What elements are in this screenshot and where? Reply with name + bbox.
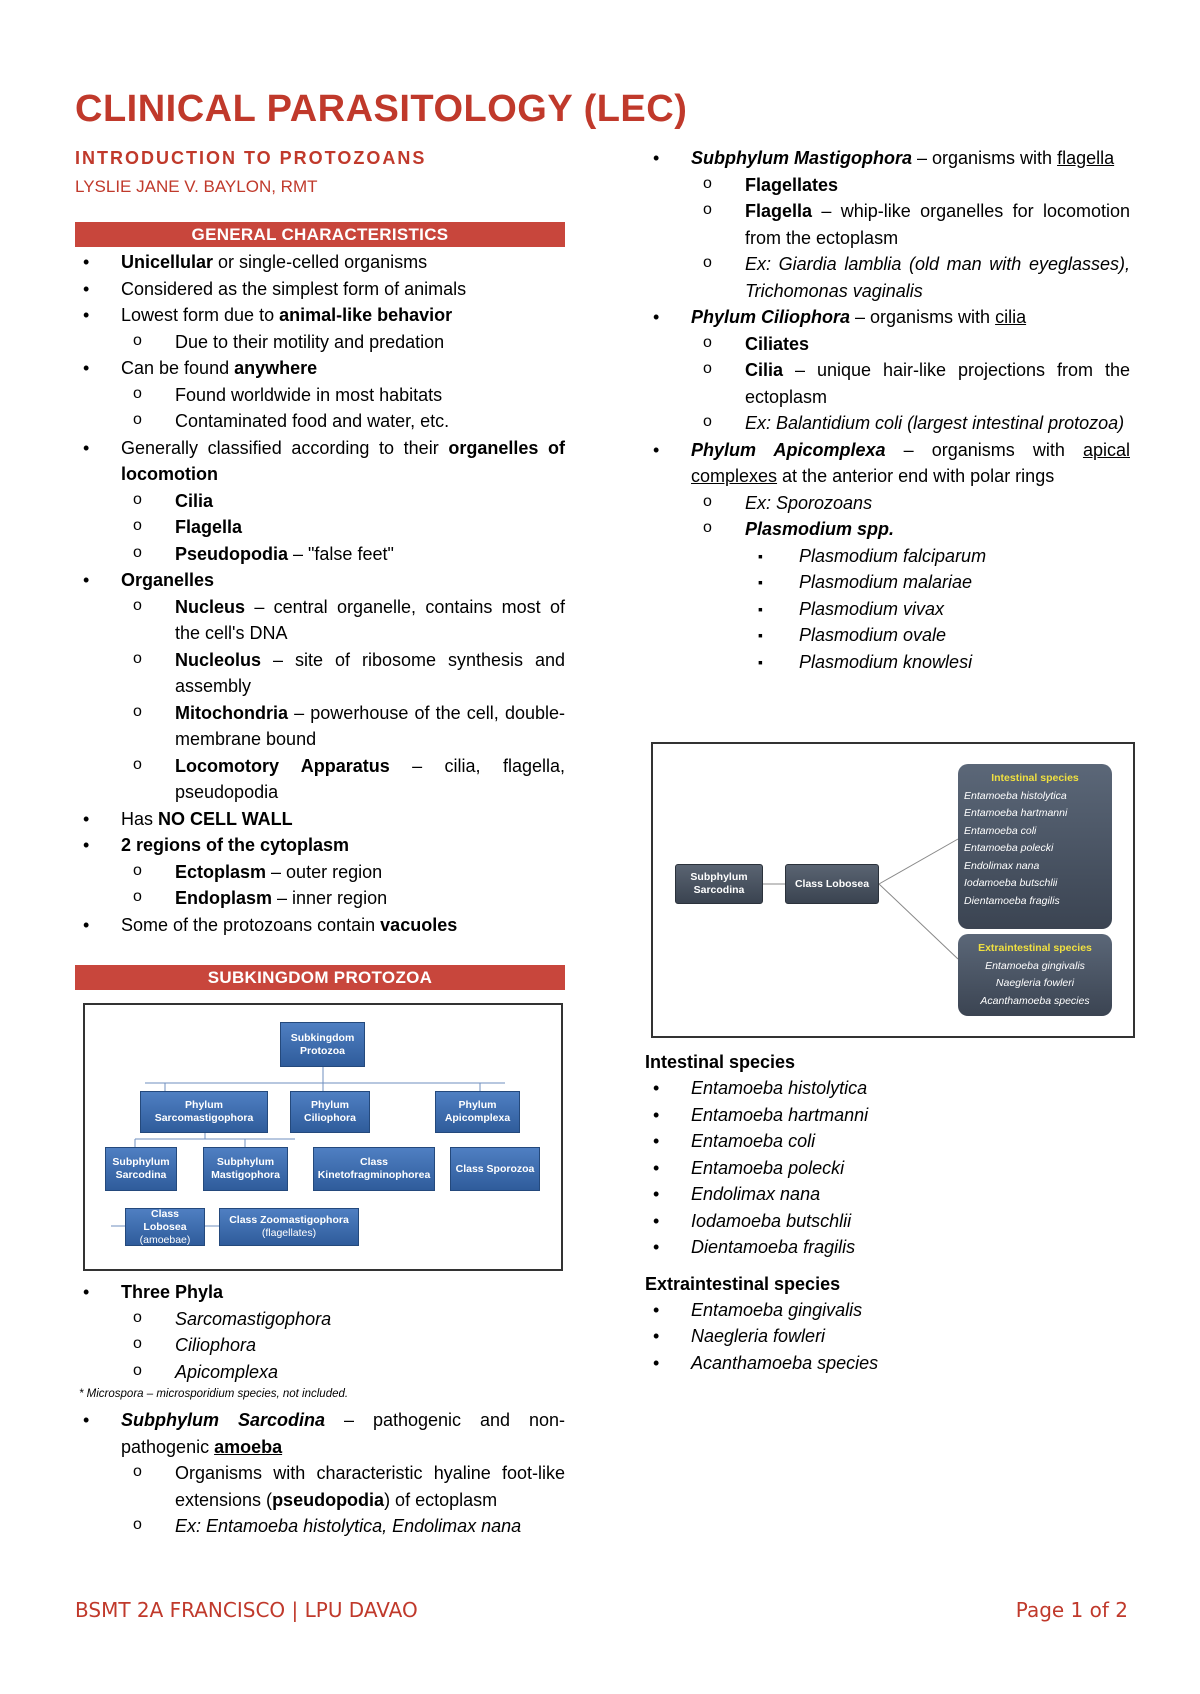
- node-subphylum-mastigophora: Subphylum Mastigophora: [203, 1147, 288, 1191]
- box-heading: Intestinal species: [991, 772, 1079, 784]
- species-text: Plasmodium vivax: [799, 598, 945, 619]
- list-item: [645, 304, 1130, 437]
- node-subphylum-sarcodina: Subphylum Sarcodina: [675, 864, 763, 904]
- species-label: Entamoeba polecki: [964, 842, 1054, 854]
- species-lists: [645, 1049, 1130, 1376]
- list-item-bold: 2 regions of the cytoplasm: [121, 835, 350, 855]
- sub-sub-list-item: [745, 622, 1130, 649]
- section-heading-general: GENERAL CHARACTERISTICS: [75, 222, 565, 247]
- species-label: Iodamoeba butschlii: [964, 877, 1058, 889]
- sub-item-bold: Flagella: [175, 517, 243, 537]
- sub-list-item: [121, 1513, 565, 1540]
- species-text: Plasmodium knowlesi: [799, 651, 973, 672]
- list-item-bold: Subphylum Mastigophora: [691, 148, 913, 168]
- list-item: [645, 437, 1130, 676]
- sub-item-bold: Endoplasm: [175, 888, 273, 908]
- sub-item-text: – whip-like organelles for locomotion from the ectoplasm: [745, 201, 1130, 248]
- sub-list-item: [121, 885, 565, 912]
- list-item: [75, 249, 565, 276]
- list-item: [645, 1181, 1130, 1208]
- sub-list-item: [121, 700, 565, 753]
- list-item-text: Has: [121, 808, 159, 829]
- species-label: Entamoeba gingivalis: [985, 959, 1085, 972]
- list-item: [645, 1350, 1130, 1377]
- list-item-bold: Subphylum Sarcodina: [121, 1410, 325, 1430]
- sub-item-bold: Ciliates: [745, 333, 810, 354]
- species-text: Entamoeba coli: [691, 1131, 816, 1151]
- sub-item-bold: Cilia: [745, 360, 784, 380]
- sub-sub-list-item: [745, 649, 1130, 676]
- list-item-text: Some of the protozoans contain: [121, 914, 381, 935]
- sub-list-item: [121, 859, 565, 886]
- list-item: [75, 567, 565, 806]
- sub-item-text: ) of ectoplasm: [384, 1489, 498, 1510]
- node-class-zoomastigophora: [219, 1208, 359, 1246]
- sub-item-text: – inner region: [272, 888, 388, 908]
- sub-item-bold: Mitochondria: [175, 702, 288, 723]
- list-item-text: Lowest form due to: [121, 305, 280, 325]
- list-item-text: – pathogenic and non-pathogenic: [121, 1410, 565, 1457]
- sub-item-text: Found worldwide in most habitats: [175, 384, 443, 405]
- sub-item-text: Sarcomastigophora: [175, 1308, 332, 1329]
- sub-list-item: [121, 1460, 565, 1513]
- list-item-bold: Phylum Apicomplexa: [691, 439, 886, 460]
- node-class-sporozoa: Class Sporozoa: [450, 1147, 540, 1191]
- list-item: [75, 355, 565, 435]
- sub-list-item: [691, 357, 1130, 410]
- sub-item-text: – unique hair-like projections from the ectoplasm: [745, 360, 1130, 407]
- sub-item-text: Due to their motility and predation: [175, 331, 445, 352]
- sub-item-bold: pseudopodia: [272, 1489, 385, 1510]
- list-item-text: – organisms with: [885, 439, 1083, 460]
- node-phylum-apicomplexa: Phylum Apicomplexa: [435, 1091, 520, 1133]
- sub-list-item: [691, 172, 1130, 199]
- node-class-kinetofragminophorea: Class Kinetofragminophorea: [313, 1147, 435, 1191]
- list-item: [645, 1323, 1130, 1350]
- sub-list-item: [691, 410, 1130, 437]
- node-subphylum-sarcodina: Subphylum Sarcodina: [105, 1147, 177, 1191]
- sub-list-item: [121, 647, 565, 700]
- box-heading: Extraintestinal species: [978, 942, 1092, 954]
- sub-list-item: [121, 408, 565, 435]
- sub-list-item: [121, 382, 565, 409]
- sub-item-text: Ex: Entamoeba histolytica, Endolimax nana: [175, 1516, 522, 1536]
- sub-list-item: [121, 1306, 565, 1333]
- list-item-bold: animal-like behavior: [279, 305, 453, 325]
- sub-item-bold: Nucleus: [175, 596, 246, 617]
- species-text: Plasmodium malariae: [799, 572, 973, 592]
- list-item-text: Considered as the simplest form of animals: [121, 278, 467, 299]
- footer-page-number: Page 1 of 2: [1015, 1598, 1128, 1622]
- species-label: Entamoeba hartmanni: [964, 807, 1068, 819]
- sub-item-text: Ex: Balantidium coli (largest intestinal protozoa): [745, 413, 1125, 433]
- sub-item-text: Ex: Giardia lamblia (old man with eyeglasses), Trichomonas vaginalis: [745, 254, 1130, 301]
- page-subtitle: INTRODUCTION TO PROTOZOANS: [75, 148, 427, 168]
- list-item-bold: Unicellular: [121, 252, 214, 272]
- node-class-lobosea: Class Lobosea: [785, 864, 879, 904]
- lobosea-diagram: [651, 742, 1135, 1038]
- list-item-text: – organisms with: [912, 148, 1058, 168]
- list-item: [75, 912, 565, 939]
- sub-list-item: [121, 514, 565, 541]
- species-text: Entamoeba histolytica: [691, 1078, 868, 1098]
- phyla-list: [75, 1279, 565, 1540]
- list-item-text: – organisms with: [850, 307, 996, 327]
- list-item: [75, 832, 565, 912]
- list-item-bold: organelles of locomotion: [121, 437, 565, 484]
- list-item-text: at the anterior end with polar rings: [777, 466, 1055, 486]
- node-phylum-sarcomastigophora: Phylum Sarcomastigophora: [140, 1091, 268, 1133]
- list-item-underlined: apical complexes: [691, 439, 1130, 486]
- sub-list-item: [691, 251, 1130, 304]
- species-text: Entamoeba gingivalis: [691, 1299, 863, 1320]
- list-item: [645, 1102, 1130, 1129]
- sub-item-text: Contaminated food and water, etc.: [175, 411, 450, 431]
- sub-item-text: – outer region: [266, 861, 383, 882]
- intestinal-species-box: [958, 764, 1112, 929]
- list-item-bold: anywhere: [234, 358, 318, 378]
- species-text: Plasmodium falciparum: [799, 545, 987, 566]
- sub-list-item: [691, 490, 1130, 517]
- species-label: Dientamoeba fragilis: [964, 894, 1060, 907]
- list-item: [645, 1234, 1130, 1261]
- extraintestinal-species-box: [958, 934, 1112, 1016]
- list-item: [645, 1155, 1130, 1182]
- sub-item-text: – "false feet": [288, 543, 394, 564]
- sub-list-item: [121, 753, 565, 806]
- list-item-underlined: flagella: [1057, 148, 1115, 168]
- species-text: Entamoeba polecki: [691, 1157, 845, 1178]
- list-item-text: Can be found: [121, 358, 235, 378]
- species-text: Acanthamoeba species: [691, 1352, 879, 1373]
- sub-item-bold: Plasmodium spp.: [745, 519, 895, 539]
- footnote: * Microspora – microsporidium species, not included.: [79, 1388, 349, 1400]
- node-sublabel: (flagellates): [261, 1227, 317, 1239]
- list-item-bold: Organelles: [121, 570, 215, 590]
- extraintestinal-species-heading: Extraintestinal species: [645, 1273, 841, 1294]
- species-label: Naegleria fowleri: [995, 977, 1075, 989]
- species-label: Entamoeba coli: [964, 824, 1037, 837]
- sub-item-text: – central organelle, contains most of the cell's DNA: [175, 596, 565, 643]
- author-line: LYSLIE JANE V. BAYLON, RMT: [75, 177, 318, 196]
- list-item: [75, 435, 565, 568]
- list-item-underlined: amoeba: [214, 1436, 283, 1457]
- node-class-lobosea: [125, 1208, 205, 1246]
- species-label: Acanthamoeba species: [980, 994, 1090, 1007]
- species-label: Endolimax nana: [964, 859, 1040, 872]
- page-title: CLINICAL PARASITOLOGY (LEC): [75, 88, 688, 130]
- node-label: Class Zoomastigophora: [229, 1214, 349, 1226]
- species-text: Endolimax nana: [691, 1184, 821, 1204]
- sub-item-bold: Cilia: [175, 490, 214, 511]
- list-item-text: Generally classified according to their: [121, 437, 449, 458]
- list-item: [645, 145, 1130, 304]
- list-item: [645, 1208, 1130, 1235]
- list-item: [75, 1407, 565, 1540]
- node-label: Class Lobosea: [143, 1207, 187, 1233]
- sub-item-text: Ex: Sporozoans: [745, 492, 873, 513]
- sub-list-item: [691, 516, 1130, 675]
- list-item: [75, 1279, 565, 1385]
- species-text: Naegleria fowleri: [691, 1326, 826, 1346]
- node-phylum-ciliophora: Phylum Ciliophora: [290, 1091, 370, 1133]
- species-text: Dientamoeba fragilis: [691, 1237, 856, 1257]
- general-characteristics-list: [75, 249, 565, 938]
- list-item: [645, 1075, 1130, 1102]
- sub-item-text: – site of ribosome synthesis and assembly: [175, 649, 565, 696]
- footer-course: BSMT 2A FRANCISCO | LPU DAVAO: [75, 1598, 418, 1622]
- node-subkingdom-protozoa: Subkingdom Protozoa: [280, 1022, 365, 1067]
- sub-item-text: Apicomplexa: [175, 1361, 279, 1382]
- node-sublabel: (amoebae): [139, 1233, 191, 1246]
- species-text: Plasmodium ovale: [799, 625, 947, 645]
- sub-list-item: [121, 329, 565, 356]
- species-text: Iodamoeba butschlii: [691, 1210, 852, 1231]
- sub-list-item: [691, 331, 1130, 358]
- sub-sub-list-item: [745, 543, 1130, 570]
- sub-list-item: [121, 488, 565, 515]
- sub-list-item: [121, 594, 565, 647]
- sub-item-bold: Flagellates: [745, 174, 839, 195]
- right-column-list: [645, 145, 1130, 675]
- list-item: [645, 1297, 1130, 1324]
- sub-list-item: [121, 1332, 565, 1359]
- sub-sub-list-item: [745, 596, 1130, 623]
- intestinal-species-heading: Intestinal species: [645, 1052, 796, 1072]
- sub-list-item: [121, 1359, 565, 1386]
- sub-sub-list-item: [745, 569, 1130, 596]
- sub-item-text: Ciliophora: [175, 1335, 257, 1355]
- sub-list-item: [121, 541, 565, 568]
- list-item-text: or single-celled organisms: [213, 252, 428, 272]
- sub-item-text: – powerhouse of the cell, double-membrane bound: [175, 702, 565, 749]
- taxonomy-diagram: [83, 1003, 563, 1271]
- list-item: [75, 806, 565, 833]
- list-item-bold: NO CELL WALL: [158, 808, 293, 829]
- sub-item-bold: Pseudopodia: [175, 543, 289, 564]
- sub-item-text: – cilia, flagella, pseudopodia: [175, 755, 565, 802]
- list-item-bold: Phylum Ciliophora: [691, 307, 851, 327]
- list-item: [75, 276, 565, 303]
- section-heading-subkingdom: SUBKINGDOM PROTOZOA: [75, 965, 565, 990]
- species-text: Entamoeba hartmanni: [691, 1104, 869, 1125]
- sub-item-text: Organisms with characteristic hyaline foot-like extensions (: [175, 1463, 565, 1510]
- sub-item-bold: Nucleolus: [175, 649, 262, 670]
- list-item: [645, 1128, 1130, 1155]
- sub-item-bold: Ectoplasm: [175, 861, 267, 882]
- sub-list-item: [691, 198, 1130, 251]
- sub-item-bold: Flagella: [745, 201, 813, 221]
- list-item: [75, 302, 565, 355]
- list-item-bold: Three Phyla: [121, 1282, 224, 1302]
- list-item-underlined: cilia: [995, 307, 1027, 327]
- list-item-bold: vacuoles: [380, 914, 458, 935]
- sub-item-bold: Locomotory Apparatus: [175, 755, 390, 776]
- species-label: Entamoeba histolytica: [964, 789, 1067, 802]
